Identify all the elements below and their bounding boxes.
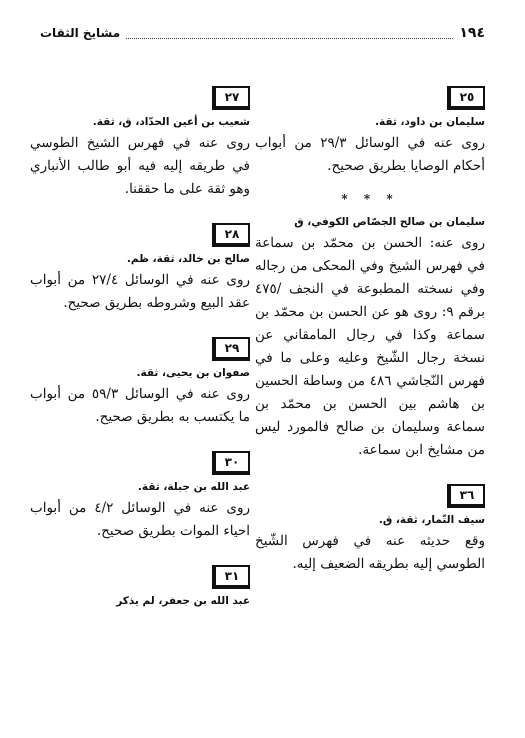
section-separator: * * * [341,192,399,206]
entry-30 [30,451,250,543]
entry-25 [255,86,485,178]
entry-29 [30,337,250,429]
entry-text: روى عنه في فهرس الشيخ الطوسي في طريقه إليه فيه أبو طالب الأنباري وهو ثقة على ما حققنا. [30,135,250,197]
entry-unnumbered [255,192,485,462]
narrator-name: عبد الله بن جبلة، ثقة. [137,481,250,493]
entry-number-badge: ٢٨ [212,223,250,247]
entry-number-badge: ٢٧ [212,86,250,110]
narrator-name: صفوان بن يحيى، ثقة. [136,367,250,379]
entry-text: روى عنه في الوسائل ٢٧/٤ من أبواب عقد البيع وشروطه بطريق صحيح. [30,272,250,311]
entry-text: روى عنه في الوسائل ٢٩/٣ من أبواب أحكام الوصايا بطريق صحيح. [255,135,485,174]
narrator-name: صالح بن خالد، ثقة، ظم. [126,253,250,265]
entry-number-badge: ٣٠ [212,451,250,475]
entry-number-badge: ٢٥ [447,86,485,110]
entry-36 [255,484,485,576]
header-dotted-leader [126,28,453,39]
right-column [255,86,485,598]
narrator-name: سيف التّمار، ثقة، ق. [378,514,485,526]
entry-text: روى عنه: الحسن بن محمّد بن سماعة في فهرس الشيخ وفي المحكى من رجاله وفي نسخته المطبوعة في النجف /٤٧٥ برقم ٩: روى هو عن الحسن بن محمّد بن سماعة وكذا في رجال المامقاني عن نسخة رجال الشّيخ وعليه وعلى ما في فهرس النّجاشي ٤٨٦ من وساطة الحسين بن هاشم بين الحسن بن محمّد بن سماعة وسليمان بن صالح فالمورد ليس من مشايخ ابن سماعة. [255,235,485,458]
entry-number-badge: ٣٦ [447,484,485,508]
narrator-name: سليمان بن صالح الجصّاص الكوفي، ق [294,216,485,228]
entry-28 [30,223,250,315]
page-number: ١٩٤ [459,25,485,41]
entry-number-badge: ٢٩ [212,337,250,361]
entry-31 [30,565,250,607]
entry-text: وقع حديثه عنه في فهرس الشّيخ الطوسي إليه بطريقه الضعيف إليه. [255,533,485,572]
entry-text: روى عنه في الوسائل ٥٩/٣ من أبواب ما يكتسب به بطريق صحيح. [30,386,250,425]
narrator-name: سليمان بن داود، ثقة. [375,116,485,128]
narrator-name: شعيب بن أعين الحدّاد، ق، ثقة. [92,116,250,128]
entry-text: روى عنه في الوسائل ٤/٢ من أبواب احياء الموات بطريق صحيح. [30,500,250,539]
entry-number-badge: ٣١ [212,565,250,589]
left-column [30,86,250,629]
page-header [40,22,485,44]
narrator-name: عبد الله بن جعفر، لم يذكر [116,595,250,607]
running-title: مشايخ الثقات [40,26,121,40]
entry-27 [30,86,250,201]
